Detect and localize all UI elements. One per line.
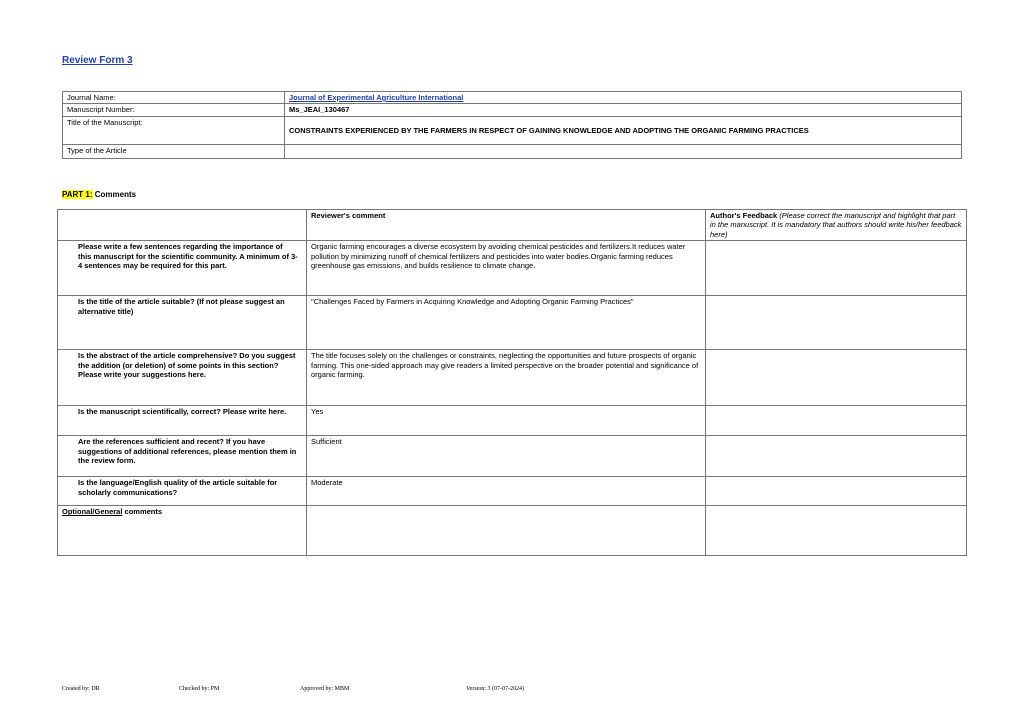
table-row xyxy=(58,350,967,406)
question-abstract: Is the abstract of the article comprehensive? Do you suggest the addition (or deletion) of some points in this section? Please write your suggestions here. xyxy=(58,350,307,406)
reviewer-comment-header: Reviewer's comment xyxy=(307,210,706,241)
author-feedback-note: (Please correct the manuscript and highlight that part in the manuscript. It is mandatory that authors should write his/her feedback here) xyxy=(710,211,962,239)
table-row xyxy=(58,436,967,477)
journal-label: Journal Name: xyxy=(63,92,285,104)
author-feedback-cell[interactable] xyxy=(706,477,967,506)
table-row xyxy=(58,477,967,506)
journal-link[interactable]: Journal of Experimental Agriculture International xyxy=(289,93,464,102)
author-feedback-cell[interactable] xyxy=(706,350,967,406)
question-importance: Please write a few sentences regarding the importance of this manuscript for the scientific community. A minimum of 3-4 sentences may be required for this part. xyxy=(58,241,307,296)
reviewer-comment: Organic farming encourages a diverse ecosystem by avoiding chemical pesticides and fertilizers.It reduces water pollution by minimizing runoff of chemical fertilizers and pesticides into water bodies.Organic farming reduces greenhouse gas emissions, and builds resilience to climate change. xyxy=(307,241,706,296)
manuscript-info-table xyxy=(62,91,962,159)
manuscript-value: Ms_JEAI_130467 xyxy=(285,104,962,116)
author-feedback-cell[interactable] xyxy=(706,436,967,477)
author-feedback-cell[interactable] xyxy=(706,241,967,296)
question-references: Are the references sufficient and recent? If you have suggestions of additional references, please mention them in the review form. xyxy=(58,436,307,477)
comments-table xyxy=(57,209,967,556)
question-scientific: Is the manuscript scientifically, correct? Please write here. xyxy=(58,406,307,436)
header-row xyxy=(58,210,967,241)
title-value-text: CONSTRAINTS EXPERIENCED BY THE FARMERS IN RESPECT OF GAINING KNOWLEDGE AND ADOPTING THE ORGANIC FARMING PRACTICES xyxy=(289,125,809,135)
question-title: Is the title of the article suitable? (If not please suggest an alternative title) xyxy=(58,296,307,350)
footer-checked: Checked by: PM xyxy=(179,686,220,692)
part1-title: Comments xyxy=(92,190,137,199)
reviewer-comment: Moderate xyxy=(307,477,706,506)
form-title: Review Form 3 xyxy=(62,55,133,66)
part1-label: PART 1: xyxy=(62,190,93,199)
author-feedback-cell[interactable] xyxy=(706,406,967,436)
type-row xyxy=(63,144,962,158)
author-feedback-label: Author's Feedback xyxy=(710,211,778,220)
type-value xyxy=(285,144,962,158)
table-row xyxy=(58,296,967,350)
footer-version: Version: 3 (07-07-2024) xyxy=(466,686,524,692)
optional-comments-rest: comments xyxy=(122,507,163,517)
reviewer-comment: "Challenges Faced by Farmers in Acquiring Knowledge and Adopting Organic Farming Practices" xyxy=(307,296,706,350)
journal-row xyxy=(63,92,962,104)
optional-general-underlined: Optional/General xyxy=(62,507,123,517)
optional-feedback-cell[interactable] xyxy=(706,506,967,556)
optional-comments-row xyxy=(58,506,967,556)
manuscript-row xyxy=(63,104,962,116)
optional-comments-label xyxy=(58,506,307,556)
reviewer-comment: Yes xyxy=(307,406,706,436)
manuscript-label: Manuscript Number: xyxy=(63,104,285,116)
question-header xyxy=(58,210,307,241)
reviewer-comment: Sufficient xyxy=(307,436,706,477)
question-language: Is the language/English quality of the article suitable for scholarly communications? xyxy=(58,477,307,506)
author-feedback-cell[interactable] xyxy=(706,296,967,350)
footer-created: Created by: DR xyxy=(62,686,100,692)
table-row xyxy=(58,406,967,436)
author-feedback-header xyxy=(706,210,967,241)
title-value xyxy=(285,116,962,144)
journal-value-cell xyxy=(285,92,962,104)
type-label: Type of the Article xyxy=(63,144,285,158)
title-row xyxy=(63,116,962,144)
optional-comment-cell[interactable] xyxy=(307,506,706,556)
title-label: Title of the Manuscript: xyxy=(63,116,285,144)
reviewer-comment: The title focuses solely on the challenges or constraints, neglecting the opportunities and future prospects of organic farming. This one-sided approach may give readers a limited perspective on the broader potential and significance of organic farming. xyxy=(307,350,706,406)
table-row xyxy=(58,241,967,296)
footer-approved: Approved by: MBM xyxy=(300,686,350,692)
part1-heading xyxy=(62,190,136,199)
